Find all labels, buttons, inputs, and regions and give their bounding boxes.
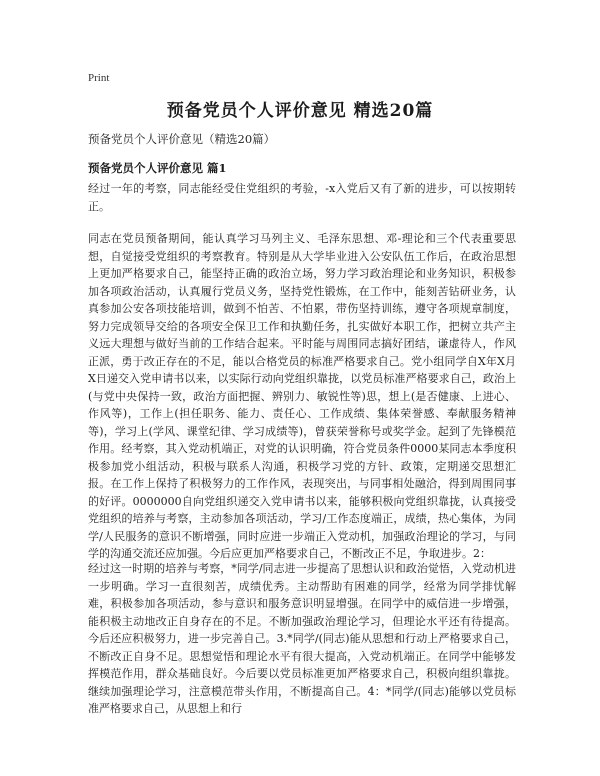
document-subtitle: 预备党员个人评价意见（精选20篇） bbox=[88, 132, 276, 146]
paragraph-continuation: 经过这一时期的培养与考察，*同学/同志进一步提高了思想认识和政治觉悟，入党动机进一步明确。学习一直很刻苦，成绩优秀。主动帮助有困难的同学，经常为同学排忧解难，积极参加各项活动，参与意识和服务意识明显增强。在同学中的威信进一步增强，能积极主动地改正自身存在的不足。不断加强政治理论学习，但理论水平还有待提高。今后还应积极努力，进一步完善自己。3.*同学/(同志)能从思想和行动上严格要求自己，不断改正自身不足。思想觉悟和理论水平有很大提高，入党动机端正。在同学中能够发挥模范作用，群众基础良好。今后要以党员标准更加严格要求自己，积极向组织靠拢。继续加强理论学习，注意模范带头作用，不断提高自己。4：*同学/(同志)能够以党员标准严格要求自己，从思想上和行 bbox=[88, 562, 516, 715]
paragraph-intro: 经过一年的考察，同志能经受住党组织的考验，-x入党后又有了新的进步，可以按期转正。 bbox=[88, 182, 516, 213]
print-link[interactable]: Print bbox=[88, 72, 110, 84]
paragraph-body: 同志在党员预备期间，能认真学习马列主义、毛泽东思想、邓-理论和三个代表重要思想，自觉接受党组织的考察教育。特别是从大学毕业进入公安队伍工作后，在政治思想上更加严格要求自己，能坚持正确的政治立场，努力学习政治理论和业务知识，积极参加各项政治活动，认真履行党员义务，坚持党性锻炼，在工作中，能刻苦钻研业务，认真参加公安各项技能培训，做到不怕苦、不怕累，带伤坚持训练，遵守各项规章制度，努力完成领导交给的各项安全保卫工作和执勤任务，扎实做好本职工作，把树立共产主义远大理想与做好当前的工作结合起来。平时能与周围同志搞好团结，谦虚待人，作风正派，勇于改正存在的不足，能以合格党员的标准严格要求自己。党小组同学自X年X月X日递交入党申请书以来，以实际行动向党组织靠拢，以党员标准严格要求自己，政治上(与党中央保持一致，政治方面把握、辨别力、敏锐性等)思，想上(是否健康、上进心、作风等)，工作上(担任职务、能力、责任心、工作成绩、集体荣誉感、奉献服务精神等)，学习上(学风、课堂纪律、学习成绩等)，曾获荣誉称号或奖学金。起到了先锋模范作用。经考察，其入党动机端正，对党的认识明确，符合党员条件0000某同志本季度积极参加党小组活动，积极与联系人沟通，积极学习党的方针、政策，定期递交思想汇报。在工作上保持了积极努力的工作作风，表现突出，与同事相处融洽，得到周围同事的好评。0000000自向党组织递交入党申请书以来，能够积极向党组织靠拢，认真接受党组织的培养与考察，主动参加各项活动，学习/工作态度端正，成绩，热心集体，为同学/人民服务的意识不断增强，同时应进一步端正入党动机，加强政治理论的学习，与同学的沟通交流还应加强。今后应更加严格要求自己，不断改正不足，争取进步。2： bbox=[88, 232, 516, 560]
page-title: 预备党员个人评价意见 精选20篇 bbox=[166, 101, 434, 121]
section-heading: 预备党员个人评价意见 篇1 bbox=[88, 161, 227, 175]
